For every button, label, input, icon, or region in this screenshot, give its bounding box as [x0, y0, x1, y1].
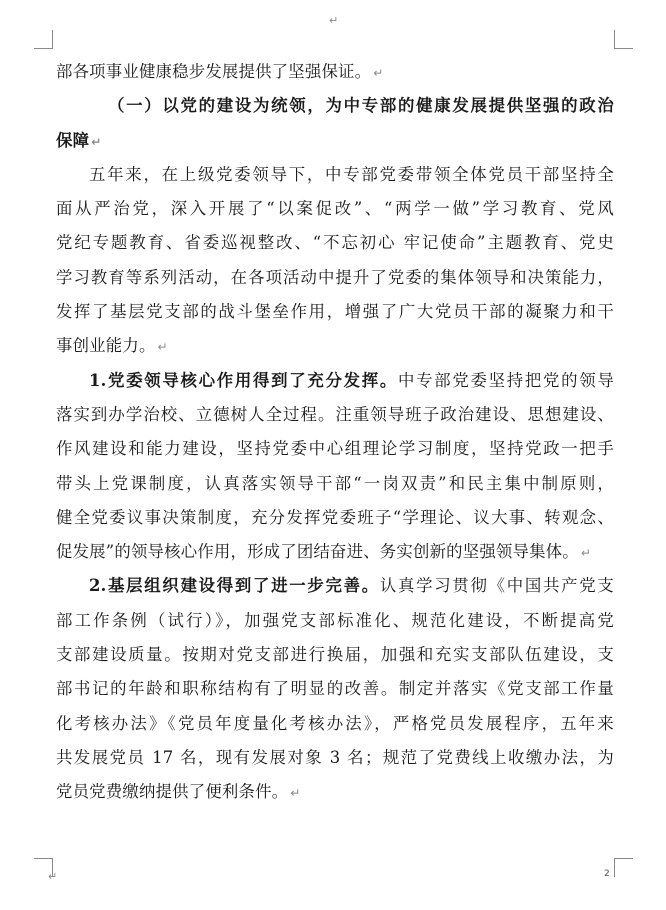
line-text: 中专部党委坚持把党的领导 [398, 370, 614, 390]
paragraph-line [56, 364, 614, 398]
line-text: 发挥了基层党支部的战斗堡垒作用，增强了广大党员干部的凝聚力和干 [56, 302, 614, 322]
bold-lead-in: 1.党委领导核心作用得到了充分发挥。 [89, 370, 399, 390]
paragraph-mark-icon: ↵ [157, 340, 168, 355]
paragraph-line [56, 329, 614, 363]
line-text: 支部建设质量。按期对党支部进行换届，加强和充实支部队伍建设，支 [56, 645, 614, 665]
paragraph-line [56, 398, 614, 432]
paragraph-mark-icon: ↵ [290, 786, 301, 801]
line-text: 部书记的年龄和职称结构有了明显的改善。制定并落实《党支部工作量 [56, 679, 614, 699]
paragraph-line [56, 638, 614, 672]
line-text: 党员党费缴纳提供了便利条件。 [56, 782, 289, 802]
line-text: 面从严治党，深入开展了“以案促改”、“两学一做”学习教育、党风 [56, 199, 614, 219]
paragraph-line [56, 192, 614, 226]
line-text: 部工作条例（试行）》，加强党支部标准化、规范化建设，不断提高党 [56, 610, 614, 630]
paragraph-line [56, 467, 614, 501]
line-text: 共发展党员 17 名，现有发展对象 3 名；规范了党费线上收缴办法，为 [56, 747, 614, 767]
paragraph-line [56, 432, 614, 466]
paragraph-line [56, 569, 614, 603]
paragraph-line [56, 741, 614, 775]
paragraph-line [56, 672, 614, 706]
paragraph-line [56, 226, 614, 260]
line-text: 作风建设和能力建设，坚持党委中心组理论学习制度，坚持党政一把手 [56, 439, 614, 459]
line-text: 认真学习贯彻《中国共产党支 [379, 576, 614, 596]
paragraph-mark-icon: ↵ [580, 546, 592, 561]
line-text: 部各项事业健康稳步发展提供了坚强保证。 [56, 62, 372, 81]
paragraph-line [56, 707, 614, 741]
paragraph-line [56, 261, 614, 295]
paragraph-mark-icon: ↵ [91, 134, 102, 149]
crop-mark-top-right [614, 30, 633, 49]
line-text: 促发展”的领导核心作用，形成了团结奋进、务实创新的坚强领导集体。 [56, 542, 579, 562]
paragraph-line [56, 295, 614, 329]
line-text: 学习教育等系列活动，在各项活动中提升了党委的集体领导和决策能力， [56, 267, 614, 287]
line-text: 带头上党课制度，认真落实领导干部“一岗双责”和民主集中制原则， [56, 473, 614, 493]
header-paragraph-mark-icon: ↵ [329, 14, 339, 27]
line-text: 保障 [56, 130, 90, 150]
paragraph-mark-icon: ↵ [373, 66, 384, 80]
paragraph-line [56, 535, 614, 569]
line-text: 落实到办学治校、立德树人全过程。注重领导班子政治建设、思想建设、 [56, 404, 614, 424]
section-heading-line [56, 89, 614, 123]
paragraph-line [56, 775, 614, 809]
line-text: 化考核办法》《党员年度量化考核办法》，严格党员发展程序，五年来 [56, 713, 614, 733]
document-body[interactable] [56, 55, 614, 810]
line-text: 党纪专题教育、省委巡视整改、“不忘初心 牢记使命”主题教育、党史 [56, 233, 614, 253]
line-text: 健全党委议事决策制度，充分发挥党委班子“学理论、议大事、转观念、 [56, 507, 614, 527]
section-heading-line [56, 124, 614, 158]
line-text: 五年来，在上级党委领导下，中专部党委带领全体党员干部坚持全 [89, 164, 614, 184]
bold-lead-in: 2.基层组织建设得到了进一步完善。 [89, 576, 380, 596]
paragraph-line [56, 55, 614, 89]
crop-mark-top-left [34, 30, 53, 49]
paragraph-line [56, 501, 614, 535]
line-text: （一）以党的建设为统领，为中专部的健康发展提供坚强的政治 [108, 96, 614, 116]
page-number: 2 [604, 869, 610, 879]
paragraph-line [56, 158, 614, 192]
paragraph-line [56, 604, 614, 638]
line-text: 事创业能力。 [56, 336, 156, 356]
footer-paragraph-mark-icon: ↵ [48, 870, 58, 883]
crop-mark-bottom-right [614, 858, 633, 877]
